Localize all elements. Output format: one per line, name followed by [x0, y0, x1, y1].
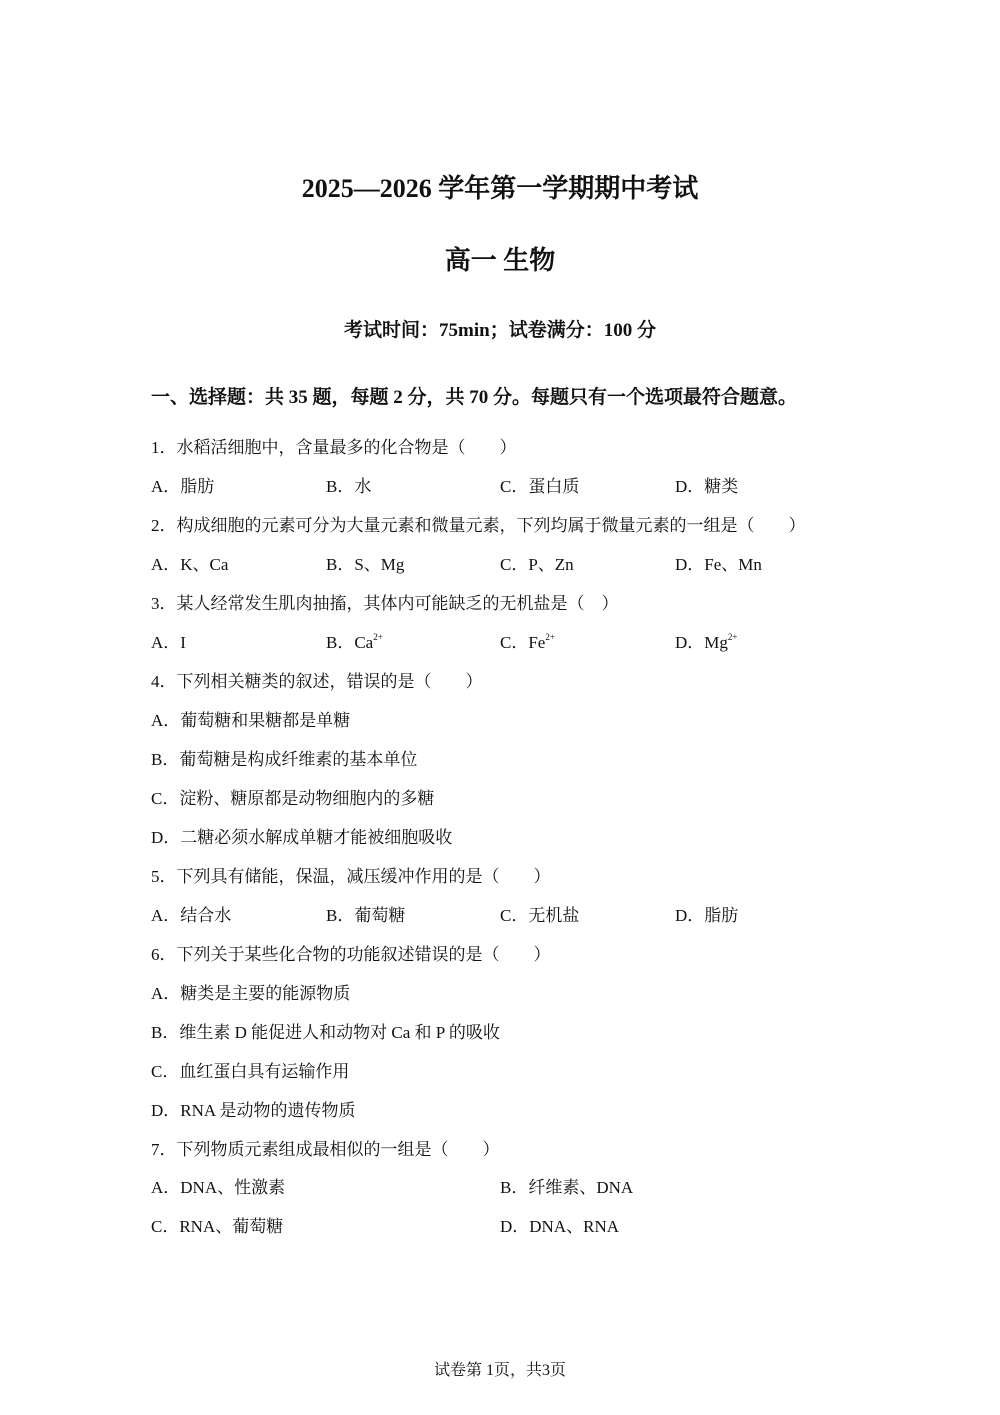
option-a: A．脂肪: [151, 477, 215, 496]
option-b: B．葡萄糖: [326, 906, 406, 925]
ion-charge: 2+: [373, 632, 383, 642]
question-stem: 7．下列物质元素组成最相似的一组是（ ）: [151, 1140, 500, 1159]
option-b: B．维生素 D 能促进人和动物对 Ca 和 P 的吸收: [151, 1023, 500, 1042]
option-d: D．脂肪: [675, 906, 739, 925]
option-a: A．DNA、性激素: [151, 1178, 286, 1197]
exam-title: 2025—2026 学年第一学期期中考试: [301, 174, 699, 203]
option-text: C．Fe: [500, 633, 546, 652]
option-b: B．水: [326, 477, 372, 496]
option-b: B．葡萄糖是构成纤维素的基本单位: [151, 750, 418, 769]
ion-charge: 2+: [727, 632, 738, 642]
option-a: A．结合水: [151, 906, 232, 925]
exam-info: 考试时间：75min；试卷满分：100 分: [344, 320, 656, 341]
question-stem: 4．下列相关糖类的叙述，错误的是（ ）: [151, 672, 483, 691]
option-d: D．二糖必须水解成单糖才能被细胞吸收: [151, 828, 453, 847]
option-d: D．RNA 是动物的遗传物质: [151, 1101, 356, 1120]
option-c: [500, 631, 555, 655]
option-d: [675, 631, 737, 655]
option-d: D．糖类: [675, 477, 739, 496]
option-text: D．Mg: [675, 633, 728, 652]
option-a: A．糖类是主要的能源物质: [151, 984, 351, 1003]
option-a: [151, 631, 186, 655]
option-c: C．蛋白质: [500, 477, 580, 496]
option-b: [326, 631, 383, 655]
option-d: D．Fe、Mn: [675, 555, 762, 574]
option-c: C．P、Zn: [500, 555, 574, 574]
question-stem: 3．某人经常发生肌肉抽搐，其体内可能缺乏的无机盐是（ ）: [151, 594, 619, 613]
option-b: B．纤维素、DNA: [500, 1178, 634, 1197]
option-a: A．K、Ca: [151, 555, 229, 574]
section-heading: 一、选择题：共 35 题，每题 2 分，共 70 分。每题只有一个选项最符合题意。: [151, 387, 798, 408]
question-stem: 5．下列具有储能，保温，减压缓冲作用的是（ ）: [151, 867, 551, 886]
option-b: B．S、Mg: [326, 555, 405, 574]
question-stem: 2．构成细胞的元素可分为大量元素和微量元素，下列均属于微量元素的一组是（ ）: [151, 516, 806, 535]
question-stem: 1．水稻活细胞中，含量最多的化合物是（ ）: [151, 438, 517, 457]
option-c: C．无机盐: [500, 906, 580, 925]
subject-title: 高一 生物: [444, 246, 556, 275]
option-d: D．DNA、RNA: [500, 1217, 619, 1236]
option-c: C．淀粉、糖原都是动物细胞内的多糖: [151, 789, 435, 808]
question-stem: 6．下列关于某些化合物的功能叙述错误的是（ ）: [151, 945, 551, 964]
option-c: C．RNA、葡萄糖: [151, 1217, 284, 1236]
option-c: C．血红蛋白具有运输作用: [151, 1062, 350, 1081]
option-text: A．I: [151, 633, 186, 652]
ion-charge: 2+: [545, 632, 555, 642]
option-text: B．Ca: [326, 633, 374, 652]
page-footer: 试卷第 1页，共3页: [433, 1362, 566, 1379]
option-a: A．葡萄糖和果糖都是单糖: [151, 711, 351, 730]
